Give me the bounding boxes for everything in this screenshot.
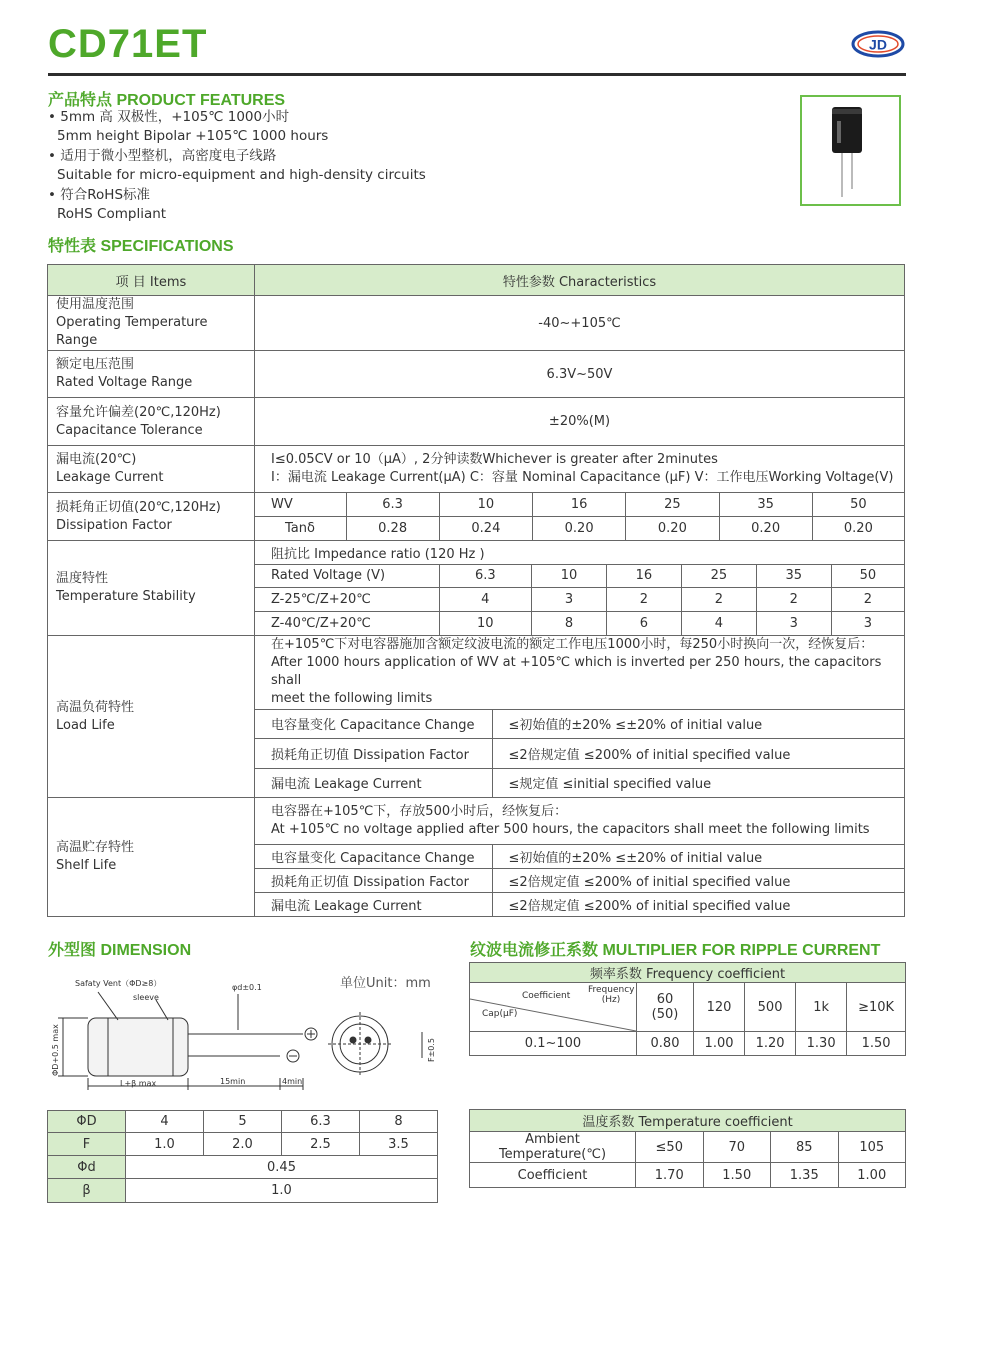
z25-cell: 2 [606,588,681,612]
load-life-grid [255,636,905,798]
ripple-heading: 纹波电流修正系数 MULTIPLIER FOR RIPPLE CURRENT [470,942,881,959]
shelf-life-key: 损耗角正切值 Dissipation Factor [255,868,492,892]
wv-cell: 25 [626,493,719,517]
wv-cell: 35 [719,493,812,517]
dim-row-label: ΦD [48,1111,126,1133]
impedance-ratio-label: 阻抗比 Impedance ratio (120 Hz ) [271,546,485,562]
shelf-life-key: 漏电流 Leakage Current [255,892,492,916]
wv-cell: 50 [812,493,904,517]
dim-cell: 3.5 [360,1133,438,1156]
z25-cell: 4 [439,588,532,612]
freq-col: 120 [694,983,745,1032]
z25-cell: 3 [532,588,607,612]
temp-stab-label: 温度特性 Temperature Stability [48,541,255,636]
shelf-life-desc: 电容器在+105℃下，存放500小时后，经恢复后： At +105℃ no voltage applied after 500 hours, the capacitors shall meet the following limits [271,803,870,837]
feature-2-en: Suitable for micro-equipment and high-density circuits [57,167,426,183]
wv-cell: 6.3 [346,493,439,517]
z40-cell: 4 [681,612,756,635]
leakage-label: 漏电流(20℃) Leakage Current [48,446,255,493]
length-label: L+β max [120,1079,157,1088]
temp-coef-table [469,1109,906,1188]
tan-cell: 0.28 [346,517,439,541]
f-label: F±0.5 [427,1037,436,1062]
load-life-desc: 在+105℃下对电容器施加含额定纹波电流的额定工作电压1000小时，每250小时换向一次，经恢复后： After 1000 hours application of WV at +105℃ which is inverted per 250 hours, the capacitors shall meet the following limits [271,637,882,707]
tan-cell: 0.20 [812,517,904,541]
cap-tol-label: 容量允许偏差(20℃,120Hz) Capacitance Tolerance [48,398,255,446]
freq-diag-cell [470,983,637,1032]
cap-tol-value: ±20%(M) [255,398,905,446]
dim-cell: 5 [204,1111,282,1133]
shelf-life-val: ≤2倍规定值 ≤200% of initial specified value [492,868,904,892]
diag-freq-label: Frequency (Hz) [588,985,635,1005]
dissipation-grid [255,493,905,541]
min15-label: 15min [220,1077,246,1086]
z40-label: Z-40℃/Z+20℃ [255,612,439,635]
dim-cell: 8 [360,1111,438,1133]
load-life-val: ≤2倍规定值 ≤200% of initial specified value [492,739,904,769]
feature-2-cn: • 适用于微小型整机，高密度电子线路 [48,148,277,164]
freq-row-label: 0.1~100 [470,1032,637,1056]
freq-col: 60 (50) [637,983,694,1032]
rated-voltage-value: 6.3V~50V [255,351,905,398]
dim-cell: 2.5 [282,1133,360,1156]
coef-cell: 1.70 [636,1163,704,1188]
z40-cell: 8 [532,612,607,635]
product-photo [800,95,901,206]
dim-row-label: Φd [48,1156,126,1179]
dim-cell: 6.3 [282,1111,360,1133]
sleeve-label: sleeve [133,993,159,1002]
dim-cell: 1.0 [126,1179,438,1203]
coef-cell: 1.35 [771,1163,839,1188]
dissipation-label: 损耗角正切值(20℃,120Hz) Dissipation Factor [48,493,255,541]
freq-value: 1.00 [694,1032,745,1056]
z25-cell: 2 [756,588,831,612]
rv-label: Rated Voltage (V) [255,564,439,588]
feature-list-3 [48,186,166,224]
load-life-val: ≤初始值的±20% ≤±20% of initial value [492,709,904,739]
dim-row-label: F [48,1133,126,1156]
temp-stab-grid [255,541,905,636]
freq-col: 500 [745,983,796,1032]
freq-col: ≥10K [847,983,906,1032]
dim-cell: 1.0 [126,1133,204,1156]
logo-text: JD [869,36,887,53]
rv-cell: 10 [532,564,607,588]
diag-cap-label: Cap(μF) [482,1009,518,1019]
feature-3-en: RoHS Compliant [57,206,167,222]
capacitor-image [802,97,899,204]
unit-label: 单位Unit：mm [340,976,431,991]
amb-label: Ambient Temperature(℃) [470,1132,636,1163]
specifications-heading: 特性表 SPECIFICATIONS [48,238,234,255]
load-life-key: 漏电流 Leakage Current [255,768,492,797]
feature-3-cn: • 符合RoHS标准 [48,187,151,203]
dim-cell: 0.45 [126,1156,438,1179]
freq-value: 1.20 [745,1032,796,1056]
load-life-val: ≤规定值 ≤initial specified value [492,768,904,797]
product-title: CD71ET [48,22,208,66]
dim-cell: 2.0 [204,1133,282,1156]
features-heading: 产品特点 PRODUCT FEATURES [48,92,286,109]
dim-cell: 4 [126,1111,204,1133]
tan-label: Tanδ [255,517,346,541]
rv-cell: 16 [606,564,681,588]
coef-label: Coefficient [470,1163,636,1188]
wv-cell: 10 [439,493,532,517]
col-items-header: 项 目 Items [48,265,255,296]
coef-cell: 1.00 [838,1163,906,1188]
shelf-life-label: 高温贮存特性 Shelf Life [48,798,255,917]
rv-cell: 35 [756,564,831,588]
rated-voltage-label: 额定电压范围 Rated Voltage Range [48,351,255,398]
brand-logo [851,30,905,58]
z40-cell: 3 [831,612,904,635]
wv-label: WV [271,497,293,512]
load-life-key: 电容量变化 Capacitance Change [255,709,492,739]
lead-label: φd±0.1 [232,983,262,992]
z25-cell: 2 [831,588,904,612]
rv-cell: 25 [681,564,756,588]
dimension-table [47,1110,438,1203]
rv-cell: 50 [831,564,904,588]
coef-cell: 1.50 [703,1163,771,1188]
header-rule [48,73,906,76]
z25-label: Z-25℃/Z+20℃ [255,588,439,612]
amb-cell: 105 [838,1132,906,1163]
leakage-value: I≤0.05CV or 10（μA）, 2分钟读数Whichever is greater after 2minutes I：漏电流 Leakage Current(μA) C：容量 Nominal Capacitance (μF) V：工作电压Working Voltage(V) [255,446,905,493]
amb-cell: 70 [703,1132,771,1163]
shelf-life-grid [255,798,905,917]
feature-list-2 [48,147,426,185]
op-temp-value: -40~+105℃ [255,296,905,351]
tan-cell: 0.20 [626,517,719,541]
tan-cell: 0.20 [719,517,812,541]
tan-cell: 0.20 [533,517,626,541]
freq-coef-title: 频率系数 Frequency coefficient [470,963,906,983]
feature-1-en: 5mm height Bipolar +105℃ 1000 hours [57,128,329,144]
dimension-drawing [48,970,448,1095]
min4-label: 4min [282,1077,303,1086]
freq-col: 1k [796,983,847,1032]
vent-label: Safaty Vent（ΦD≥8） [75,979,162,988]
temp-coef-title: 温度系数 Temperature coefficient [470,1110,906,1132]
freq-coef-table [469,962,906,1056]
freq-value: 0.80 [637,1032,694,1056]
feature-list [48,108,328,146]
amb-cell: 85 [771,1132,839,1163]
freq-value: 1.50 [847,1032,906,1056]
z40-cell: 10 [439,612,532,635]
shelf-life-val: ≤初始值的±20% ≤±20% of initial value [492,844,904,868]
amb-cell: ≤50 [636,1132,704,1163]
shelf-life-key: 电容量变化 Capacitance Change [255,844,492,868]
dia-label: ΦD+0.5 max [51,1024,60,1076]
load-life-label: 高温负荷特性 Load Life [48,636,255,798]
shelf-life-val: ≤2倍规定值 ≤200% of initial specified value [492,892,904,916]
dimension-heading: 外型图 DIMENSION [48,942,192,959]
z40-cell: 3 [756,612,831,635]
rv-cell: 6.3 [439,564,532,588]
op-temp-label: 使用温度范围 Operating Temperature Range [48,296,255,351]
col-char-header: 特性参数 Characteristics [255,265,905,296]
feature-1-cn: • 5mm 高 双极性，+105℃ 1000小时 [48,109,290,125]
dim-row-label: β [48,1179,126,1203]
z40-cell: 6 [606,612,681,635]
diag-coef-label: Coefficient [522,991,571,1001]
tan-cell: 0.24 [439,517,532,541]
freq-value: 1.30 [796,1032,847,1056]
z25-cell: 2 [681,588,756,612]
spec-table [47,264,905,917]
wv-cell: 16 [533,493,626,517]
load-life-key: 损耗角正切值 Dissipation Factor [255,739,492,769]
